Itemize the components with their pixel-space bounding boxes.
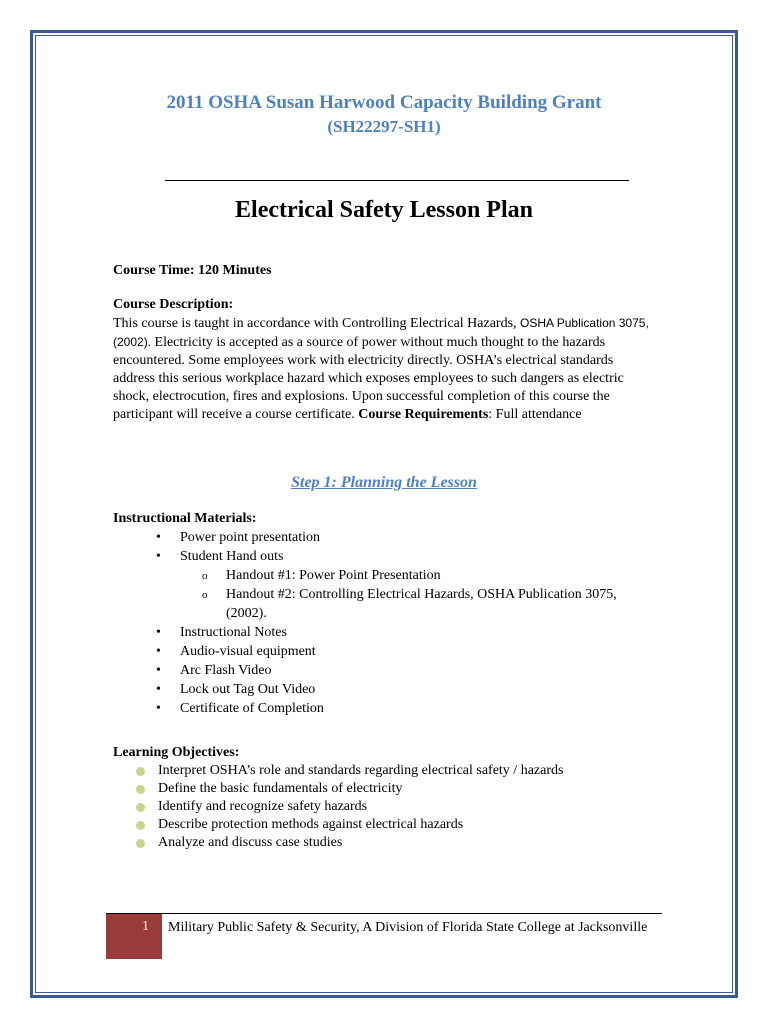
footer-text: Military Public Safety & Security, A Division of Florida State College at Jacksonville [168,920,648,935]
step-heading: Step 1: Planning the Lesson [291,474,477,491]
requirements-label: Course Requirements [358,407,489,422]
materials-heading: Instructional Materials: [113,511,257,526]
bullet-dot-icon [136,803,145,812]
objective-text: Identify and recognize safety hazards [158,799,368,814]
list-item: • Instructional Notes [154,623,617,642]
list-item [136,780,563,798]
description-publication: OSHA Publication 3075, (2002). [113,316,649,349]
objectives-list [136,762,563,852]
list-item: (2002). [226,606,267,621]
course-description [113,314,653,424]
grant-code: (SH22297-SH1) [327,117,441,136]
objective-text: Analyze and discuss case studies [158,835,343,850]
list-item: o Handout #1: Power Point Presentation [154,566,617,585]
list-item [136,834,563,852]
title-divider [165,180,629,181]
list-item: • Arc Flash Video [154,661,617,680]
course-description-heading: Course Description: [113,297,234,312]
grant-title: 2011 OSHA Susan Harwood Capacity Building Grant [166,92,602,113]
course-time: Course Time: 120 Minutes [113,263,272,278]
materials-list [154,528,617,718]
page-number: 1 [142,919,149,934]
list-item: • Power point presentation [154,528,617,547]
objective-text: Interpret OSHA’s role and standards regarding electrical safety / hazards [158,763,564,778]
bullet-dot-icon [136,821,145,830]
description-text-1: This course is taught in accordance with Controlling Electrical Hazards, [113,316,521,331]
bullet-dot-icon [136,785,145,794]
list-item [136,798,563,816]
footer-divider [106,913,662,914]
list-item: • Student Hand outs [154,547,617,566]
list-item [136,816,563,834]
bullet-dot-icon [136,839,145,848]
list-item: • Lock out Tag Out Video [154,680,617,699]
requirements-text: : Full attendance [488,407,582,422]
description-text-2: Electricity is accepted as a source of power without much thought to the hazards encountered. Some employees work with electricity directly. OSHA’s electrical standards address this serious workplace hazard which exposes employees to such dangers as electric shock, electrocution, fires and explosions. Upon successful completion of this course the participant will receive a course certificate. [113,335,624,422]
list-item: • Audio-visual equipment [154,642,617,661]
list-item: o Handout #2: Controlling Electrical Hazards, OSHA Publication 3075, [154,585,617,604]
page-number-box [106,914,162,959]
list-item [136,762,563,780]
list-item: • Certificate of Completion [154,699,617,718]
document-title: Electrical Safety Lesson Plan [235,197,533,223]
objective-text: Define the basic fundamentals of electricity [158,781,403,796]
bullet-dot-icon [136,767,145,776]
objective-text: Describe protection methods against electrical hazards [158,817,464,832]
objectives-heading: Learning Objectives: [113,745,240,760]
